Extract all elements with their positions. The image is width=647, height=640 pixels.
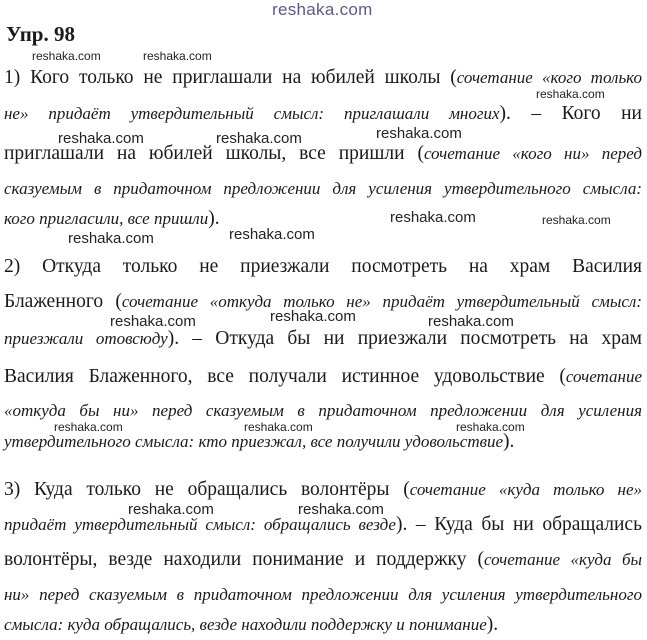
watermark: reshaka.com: [456, 420, 525, 434]
watermark: reshaka.com: [270, 308, 356, 325]
text-line: утвердительного смысла: кто приезжал, все получили удовольствие).: [4, 431, 515, 452]
watermark: reshaka.com: [229, 226, 315, 243]
text-line: волонтёры, везде находили понимание и поддержку (сочетание «куда бы: [4, 549, 643, 570]
watermark: reshaka.com: [244, 420, 313, 434]
text-line: кого пригласили, все пришли).: [4, 208, 220, 229]
watermark: reshaka.com: [298, 501, 384, 518]
watermark: reshaka.com: [428, 313, 514, 330]
watermark: reshaka.com: [32, 49, 101, 63]
text-line: сказуемым в придаточном предложении для усиления утвердительного смысла:: [4, 179, 642, 198]
watermark: reshaka.com: [58, 130, 144, 147]
watermark: reshaka.com: [143, 49, 212, 63]
text-line: 1) Кого только не приглашали на юбилей школы (сочетание «кого только: [4, 67, 642, 88]
text-line: 3) Куда только не обращались волонтёры (сочетание «куда только не»: [4, 479, 642, 500]
watermark: reshaka.com: [216, 130, 302, 147]
watermark: reshaka.com: [128, 501, 214, 518]
watermark: reshaka.com: [542, 213, 611, 227]
watermark: reshaka.com: [376, 125, 462, 142]
text-line: Блаженного (сочетание «откуда только не» придаёт утвердительный смысл:: [4, 291, 642, 312]
watermark: reshaka.com: [272, 0, 373, 19]
exercise-title: Упр. 98: [6, 22, 75, 46]
text-line: приглашали на юбилей школы, все пришли (сочетание «кого ни» перед: [4, 143, 642, 164]
text-line: смысла: куда обращались, везде находили поддержку и понимание).: [4, 614, 499, 635]
watermark: reshaka.com: [536, 87, 605, 101]
watermark: reshaka.com: [110, 313, 196, 330]
text-line: придаёт утвердительный смысл: обращались везде). – Куда бы ни обращались: [4, 514, 642, 535]
text-line: «откуда бы ни» перед сказуемым в придаточном предложении для усиления: [4, 401, 642, 420]
text-line: ни» перед сказуемым в придаточном предложении для усиления утвердительного: [4, 585, 642, 604]
watermark: reshaka.com: [390, 209, 476, 226]
text-line: Василия Блаженного, все получали истинное удовольствие (сочетание: [4, 366, 642, 387]
watermark: reshaka.com: [68, 230, 154, 247]
text-line: приезжали отовсюду). – Откуда бы ни приезжали посмотреть на храм: [4, 328, 642, 349]
watermark: reshaka.com: [54, 420, 123, 434]
text-line: 2) Откуда только не приезжали посмотреть на храм Василия: [4, 256, 642, 277]
text-line: не» придаёт утвердительный смысл: приглашали многих). – Кого ни: [4, 103, 642, 124]
